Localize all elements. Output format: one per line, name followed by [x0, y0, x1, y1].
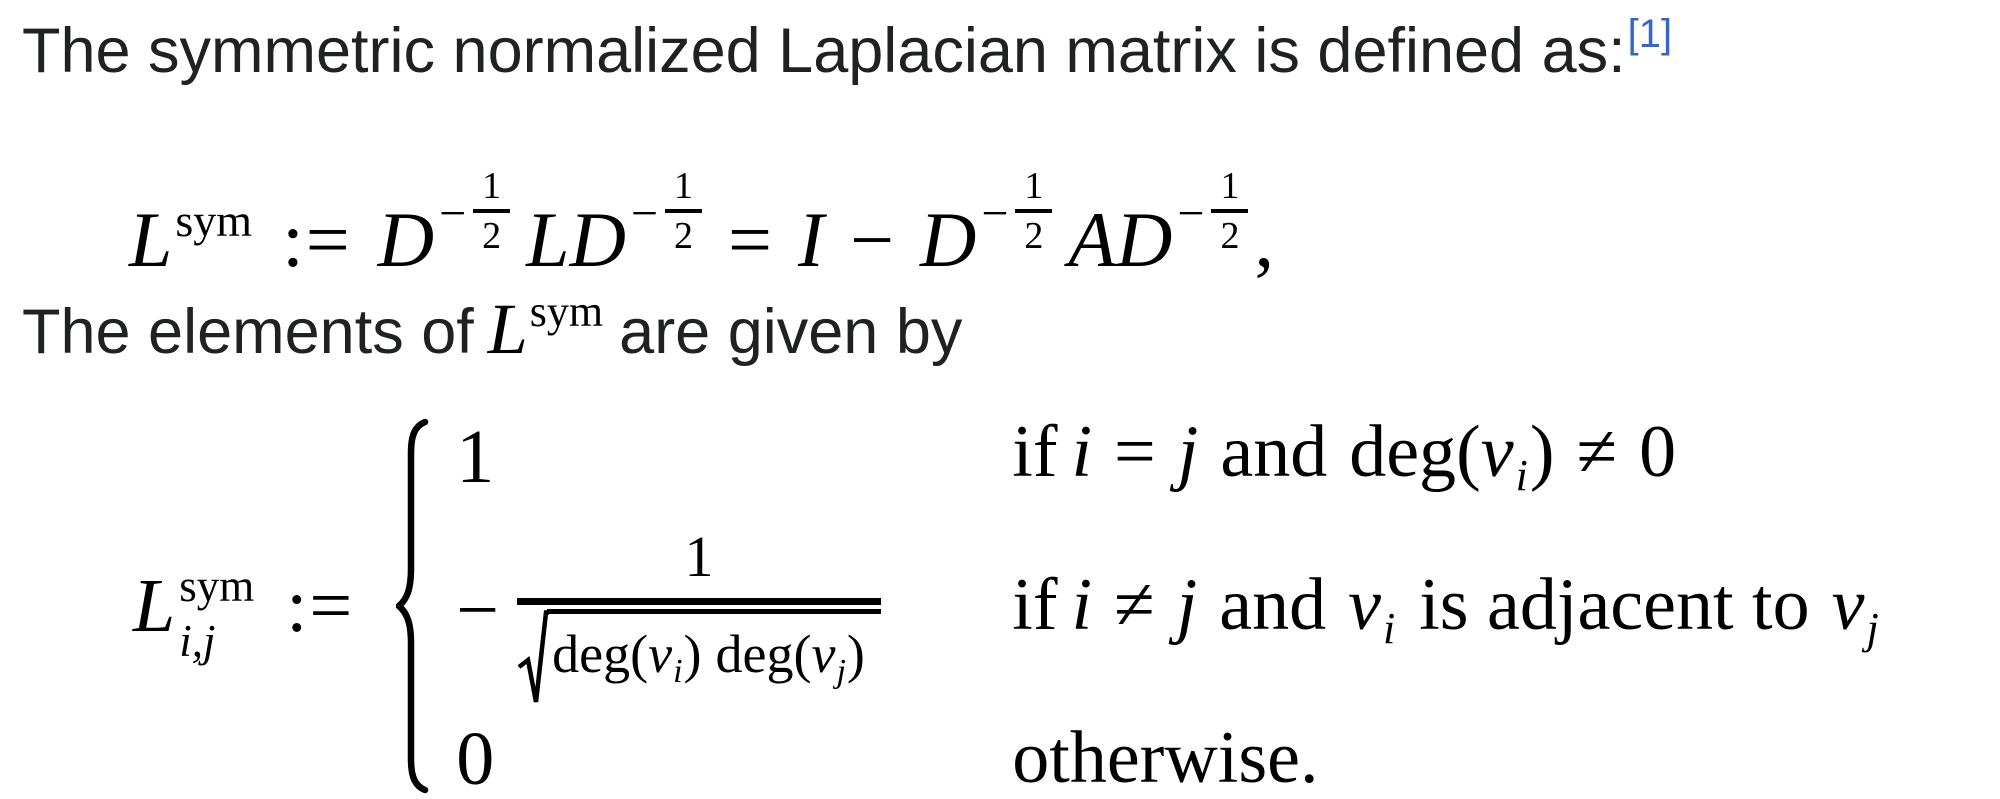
- elements-text-after: are given by: [619, 297, 963, 367]
- left-paren: (: [1456, 411, 1481, 493]
- square-root: [517, 609, 881, 709]
- exponent-numerator: 1: [1211, 167, 1248, 213]
- subscript-i: i: [673, 653, 683, 691]
- exponent-fraction: [1211, 167, 1248, 255]
- var-v: v: [648, 624, 673, 685]
- exponent-minus-one-half: [1177, 167, 1248, 255]
- math-symbol-D: D: [1116, 196, 1173, 283]
- elements-paragraph: [22, 287, 963, 369]
- equals-operator: =: [1114, 411, 1156, 493]
- word-and: and: [1220, 411, 1328, 493]
- exponent-minus-sign: −: [630, 187, 658, 240]
- exponent-numerator: 1: [473, 167, 510, 213]
- math-symbol-L: L: [526, 196, 570, 283]
- not-equal-operator: ≠: [1114, 564, 1155, 647]
- word-if: if: [1012, 564, 1058, 647]
- inline-math-L-sym: [488, 289, 603, 369]
- reference-superscript: [1628, 12, 1672, 56]
- exponent-denominator: 2: [1024, 215, 1044, 257]
- fraction-numerator: [517, 511, 881, 605]
- case2-condition: [1012, 564, 1880, 654]
- deg-function: deg: [1349, 411, 1457, 493]
- superscript-sym: sym: [529, 287, 604, 336]
- case2-value: [456, 511, 1012, 708]
- superscript-sym: sym: [179, 560, 255, 611]
- equals-operator: =: [727, 196, 772, 283]
- right-paren: ): [1529, 411, 1555, 493]
- number-one: 1: [456, 414, 495, 499]
- trailing-comma: ,: [1254, 196, 1274, 283]
- math-symbol-L: L: [129, 196, 173, 283]
- math-symbol-A: A: [1068, 196, 1117, 283]
- exponent-denominator: 2: [1220, 215, 1240, 257]
- exponent-minus-one-half: [981, 167, 1052, 255]
- exponent-fraction: [665, 167, 702, 255]
- phrase-is-adjacent-to: is adjacent to: [1419, 564, 1810, 647]
- minus-operator: −: [849, 196, 894, 283]
- var-v: v: [1831, 564, 1865, 647]
- assign-operator: :=: [286, 563, 355, 648]
- exponent-minus-sign: −: [439, 187, 467, 240]
- fraction: [517, 511, 881, 708]
- superscript-sym: sym: [175, 195, 253, 246]
- sup-sub-stack: [179, 560, 255, 666]
- exponent-minus-sign: −: [1177, 187, 1205, 240]
- radicand: [547, 609, 881, 709]
- exponent-denominator: 2: [482, 215, 502, 257]
- left-curly-brace: [396, 417, 430, 795]
- deg-function: deg: [715, 624, 794, 685]
- var-v: v: [1480, 411, 1514, 493]
- right-paren: ): [683, 624, 702, 685]
- case-row-1: [456, 411, 1880, 500]
- number-zero: 0: [456, 717, 495, 799]
- minus-sign: −: [456, 567, 500, 652]
- var-i: i: [1071, 411, 1093, 493]
- math-symbol-D: D: [377, 196, 435, 283]
- subscript-ij: i,j: [179, 615, 216, 666]
- case3-value: [456, 717, 1012, 799]
- cases-lhs: [133, 560, 355, 666]
- case-row-3: [456, 717, 1880, 799]
- equation-elementwise-cases: [133, 411, 1881, 799]
- math-symbol-I: I: [797, 196, 824, 283]
- cases-list: [456, 411, 1880, 799]
- var-j: j: [1176, 564, 1198, 647]
- exponent-fraction: [473, 167, 510, 255]
- case1-condition: [1012, 411, 1677, 500]
- var-j: j: [1177, 411, 1199, 493]
- var-v: v: [1348, 564, 1381, 647]
- exponent-minus-one-half: [439, 167, 510, 255]
- word-otherwise: otherwise.: [1012, 717, 1319, 799]
- equation-normalized-laplacian: [129, 165, 1274, 283]
- word-if: if: [1012, 411, 1058, 493]
- reference-link[interactable]: [1]: [1627, 12, 1673, 56]
- subscript-i: i: [1382, 604, 1396, 654]
- var-v: v: [811, 624, 836, 685]
- intro-paragraph: [22, 11, 1672, 87]
- word-and: and: [1219, 564, 1327, 647]
- math-symbol-D: D: [569, 196, 626, 283]
- subscript-i: i: [1515, 451, 1528, 500]
- radical-sign: [517, 609, 549, 709]
- case-row-2: [456, 511, 1880, 708]
- left-paren: (: [630, 624, 649, 685]
- left-paren: (: [793, 624, 812, 685]
- elements-text-before: The elements of: [22, 297, 474, 367]
- math-symbol-L: L: [487, 289, 528, 369]
- number-zero: 0: [1639, 411, 1677, 493]
- assign-operator: :=: [282, 196, 352, 283]
- exponent-numerator: 1: [1015, 167, 1052, 213]
- case1-value: [456, 414, 1012, 499]
- intro-text: The symmetric normalized Laplacian matrix is defined as:: [22, 16, 1626, 86]
- case3-condition: [1012, 717, 1319, 799]
- subscript-j: j: [836, 653, 846, 691]
- right-paren: ): [846, 624, 865, 685]
- exponent-denominator: 2: [673, 215, 693, 257]
- exponent-minus-sign: −: [981, 187, 1009, 240]
- not-equal-operator: ≠: [1576, 411, 1618, 493]
- subscript-j: j: [1866, 604, 1879, 654]
- math-symbol-L: L: [133, 563, 176, 648]
- exponent-numerator: 1: [665, 167, 702, 213]
- fraction-denominator: [517, 605, 881, 708]
- var-i: i: [1071, 564, 1093, 647]
- math-symbol-D: D: [919, 196, 977, 283]
- deg-function: deg: [552, 624, 631, 685]
- exponent-minus-one-half: [631, 167, 702, 255]
- number-one: 1: [684, 524, 714, 590]
- exponent-fraction: [1015, 167, 1052, 255]
